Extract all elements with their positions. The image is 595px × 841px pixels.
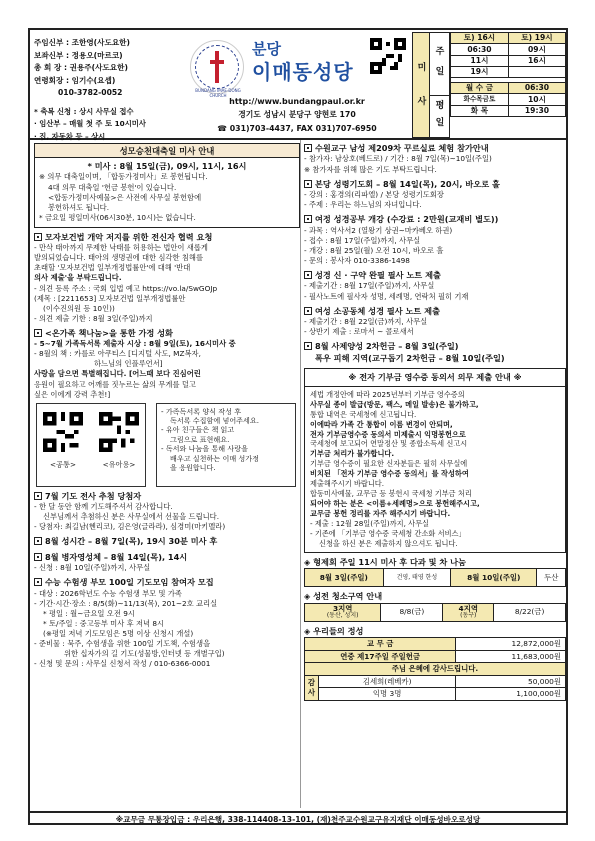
text-line: 발의되었습니다. 태아의 생명권에 대한 심각한 침해를: [34, 253, 203, 263]
weekday-label: 평 일: [430, 96, 450, 138]
text-line: 독서록 수집함에 넣어주세요.: [170, 416, 259, 426]
text-line: 기부금 처리가 불가합니다.: [310, 449, 395, 459]
text-line: (※평일 저녁 기도모임은 5명 이상 신청시 개설): [43, 629, 194, 639]
text-line: - 당첨자: 최길남(헨리코), 김은영(글라라), 심경미(마키멜라): [34, 522, 226, 532]
text-line: - 참가자: 남상호(베드로) / 기간 : 8월 7일(목)~10일(주일): [304, 154, 492, 164]
section-title: 8월 사제양성 2차헌금 – 8월 3일(주일): [315, 341, 459, 352]
zone-label: 3지역: [332, 603, 353, 613]
text-line: - 접수 : 8월 17일(주일)까지, 사무실: [304, 235, 421, 245]
text-line: 통합 내역은 국세청에 신고됩니다.: [310, 409, 417, 419]
zone-label: 4지역: [458, 603, 478, 613]
text-line: ※ 참가자를 위해 많은 기도 부탁드립니다.: [304, 164, 437, 174]
text-line: - 문의 : 봉사자 010-3386-1498: [304, 255, 410, 265]
donor-amount: 1,100,000원: [456, 688, 566, 701]
text-line: - 의견 등록 주소 : 국회 입법 예고 https://vo.la/SwGOJp: [34, 283, 218, 293]
text-line: 이에따라 가족 간 통합이 이름 변경이 안되며,: [310, 419, 453, 429]
zone-detail: (동구): [460, 612, 477, 620]
blessing-notes: [34, 107, 184, 145]
text-line: 하느님의 인플루언서]: [94, 359, 163, 369]
mass-time: 06:30: [451, 44, 509, 55]
bullet-icon: [304, 342, 312, 350]
group-cell: 건영, 태영 한성: [383, 569, 450, 587]
text-line: - 강의 : 홍경의(리파엘) / 본당 성령기도회장: [304, 190, 444, 200]
text-line: - 신청 : 8월 10일(주일)까지, 사무실: [34, 563, 151, 573]
text-line: 비치된 「전자 기부금 영수증 동의서」를 작성하여: [310, 469, 469, 479]
section-title: <온가족 책나눔>을 통한 가정 성화: [45, 327, 173, 338]
offering-label: 교 무 금: [305, 638, 456, 651]
tea-sharing-section: [304, 557, 566, 587]
mass-day: 화수목금토: [451, 94, 509, 105]
text-line: - 필사노트에 필사자 성명, 세례명, 연락처 필히 기재: [304, 291, 469, 301]
staff-list: [34, 38, 184, 144]
exam-prayer-section: [34, 577, 300, 669]
cursillo-section: [304, 143, 566, 175]
section-title: 8월 성시간 – 8월 7일(목), 19시 30분 미사 후: [45, 536, 218, 547]
text-line: 초래할 '모자보건법 일부개정법률안'에 대해 '반대: [34, 263, 191, 273]
prayer-draw-section: [34, 491, 300, 533]
bible-study-section: [304, 214, 566, 266]
group-cell: 두산: [537, 569, 566, 587]
text-line: 합동미사예물, 교무금 등 봉헌시 국세청 기부금 처리: [310, 489, 472, 499]
text-line: 사무실 종이 발급(방문, 팩스, 메일 발송)은 불가하고,: [310, 399, 479, 409]
bulletin-sheet: [28, 28, 568, 825]
donor-name: 익명 3명: [319, 688, 456, 701]
section-title: 7월 기도 전사 추첨 당첨자: [45, 490, 142, 501]
parish-logo: BUNDANG IMAE-DONG CHURCH: [190, 40, 244, 94]
mass-time: 19시: [451, 66, 509, 77]
donation-receipt-box: [304, 368, 566, 553]
column-divider: [300, 140, 301, 808]
text-line: 의사 제출'을 부탁드립니다.: [34, 273, 122, 283]
bullet-icon: [34, 233, 42, 241]
mass-time: 11시: [451, 55, 509, 66]
text-line: 응원이 필요하고 어깨를 짓누르는 삶의 무게를 덜고: [34, 379, 196, 389]
text-line: - 준비물 : 묵주, 수험생을 위한 100일 기도책, 수험생을: [34, 639, 211, 649]
text-line: 그림으로 표현해요.: [170, 434, 230, 444]
bullet-icon: [34, 329, 42, 337]
donor-name: 김세희(레베카): [319, 675, 456, 688]
mass-time: [508, 66, 565, 77]
bullet-icon: [304, 144, 312, 152]
bullet-icon: [34, 537, 42, 545]
mass-time: 16시: [508, 55, 565, 66]
text-line: 봉헌하셔도 됩니다.: [48, 202, 110, 212]
parish-url: http://www.bundangpaul.or.kr: [229, 97, 365, 106]
offering-amount: 11,683,000원: [456, 650, 566, 663]
text-line: - 제출기간 : 8월 22일(금)까지, 사무실: [304, 317, 428, 327]
text-line: * 금요일 평일미사(06시30분, 10시)는 없습니다.: [39, 212, 196, 222]
bullet-icon: [34, 553, 42, 561]
mass-schedule: [412, 32, 566, 138]
section-title: 여성 소공동체 성경 필사 노트 제출: [315, 305, 440, 316]
mass-time: 09시: [508, 44, 565, 55]
mass-time: 토) 16시: [451, 33, 509, 44]
blessing-note: · 집, 자동차 등 – 상시: [34, 131, 106, 141]
text-line: (이수진의원 등 10인)): [43, 303, 115, 313]
section-title: 8월 병자영성체 – 8월 14일(목), 14시: [45, 551, 188, 562]
text-line: * 토/주일 : 중고등부 미사 후 저녁 8시: [43, 619, 165, 629]
text-line: 세법 개정안에 따라 2025년부터 기부금 영수증의: [310, 389, 465, 399]
bullet-icon: [304, 180, 312, 188]
zone-detail: (동산, 성지): [326, 612, 359, 620]
cross-icon: [210, 51, 224, 83]
bullet-icon: [304, 215, 312, 223]
thanks-line: 주님 은혜에 감사드립니다.: [305, 663, 566, 676]
text-line: 싶은 이에게 강력 추천!]: [34, 389, 111, 399]
text-line: - 신청 및 문의 : 사무실 신청서 작성 / 010-6366-0001: [34, 659, 211, 669]
text-line: 위한 십자가의 길 기도(성물방,인터넷 등 개별구입): [64, 649, 225, 659]
text-line: 배우고 실천하는 이매 성가정: [170, 453, 259, 463]
text-line: - 기간·시간·장소 : 8/5(화)~11/13(목), 201~2호 교리실: [34, 598, 218, 608]
bible-copy-section: [304, 270, 566, 302]
parish-phone: ☎ 031)703-4437, FAX 031)707-6950: [217, 124, 377, 133]
date-cell: 8/8(금): [381, 603, 443, 621]
text-line: 을 응원합니다.: [170, 463, 216, 473]
section-title: 성경 신 · 구약 완필 필사 노트 제출: [315, 269, 441, 280]
qr-code-icon[interactable]: [99, 412, 139, 452]
donor-amount: 50,000원: [456, 675, 566, 688]
mass-label: 미 사: [412, 32, 430, 138]
blessing-note: * 축복 신청 : 상시 사무실 접수: [34, 106, 134, 116]
mass-time: 10시: [508, 94, 565, 105]
cleaning-section: [304, 591, 566, 621]
section-title: 수원교구 남성 제209차 꾸르실료 체험 참가안내: [315, 143, 489, 153]
bullet-icon: [34, 492, 42, 500]
section-title: 본당 성령기도회 – 8월 14일(목), 20시, 바오로 홀: [315, 178, 500, 189]
bullet-icon: [304, 271, 312, 279]
staff-funeral: 연령회장 : 임기수(요셉): [34, 75, 116, 85]
book-qr-row: [34, 403, 300, 487]
qr-box: [36, 403, 146, 487]
text-line: - 유아 친구들은 책 읽고: [161, 425, 235, 435]
bulletin-header: [30, 30, 566, 140]
text-line: - 과목 : 역사서2 (열왕기 상권~마카베오 하권): [304, 225, 453, 235]
second-collection-section: [304, 341, 566, 364]
text-line: 기부금 영수증이 필요한 신자분들은 필히 사무실에: [310, 459, 468, 469]
text-line: - 상반기 제출 : 로마서 ~ 콜로새서: [304, 327, 414, 337]
mass-time: 19:30: [508, 105, 565, 116]
book-notes-box: [156, 403, 296, 487]
parish-title-line1: 분당: [252, 40, 281, 58]
bullet-icon: [34, 578, 42, 586]
text-line: - 대상 : 2026학년도 수능 수험생 부모 및 가족: [34, 588, 182, 598]
section-title: 모자보건법 개악 저지를 위한 전신자 협력 요청: [45, 231, 213, 242]
text-line: 사랑을 담으면 특별해집니다. [어느때 보다 진심어린: [34, 369, 201, 379]
parish-title-line2: 이매동성당: [252, 60, 354, 84]
text-line: - 기존에 「기부금 영수증 국세청 간소화 서비스」: [310, 528, 466, 538]
tea-sharing-table: [304, 568, 566, 587]
text-line: ※ 의무 대축일이며, 「합동가정미사」로 봉헌됩니다.: [39, 172, 208, 182]
offering-section: [304, 626, 566, 701]
sick-communion-section: [34, 552, 300, 574]
staff-funeral-phone: 010-3782-0052: [58, 88, 123, 98]
text-line: 전자 기부금영수증 동의서 미제출시 익명봉헌으로: [310, 429, 466, 439]
maternal-law-section: [34, 232, 300, 324]
text-line: - 제출기간 : 8월 17일(주일)까지, 사무실: [304, 281, 435, 291]
section-title: ◈ 우리들의 정성: [304, 625, 364, 636]
qr-caption: <유아용>: [102, 459, 136, 469]
staff-assistant: 보좌신부 : 정용오(마르코): [34, 50, 123, 60]
section-title: 여정 성경공부 개강 (수강료 : 2만원(교재비 별도)): [315, 214, 499, 225]
assumption-heading: 성모승천대축일 미사 안내: [34, 143, 300, 158]
mass-time: 토) 19시: [508, 33, 565, 44]
bank-footer: ※교무금 무통장입금 : 우리은행, 338-114408-13-101, (재)천주교수원교구유지재단 이매동성바오로성당: [30, 811, 566, 825]
text-line: * 평일 : 월~금요일 오전 9시: [43, 608, 135, 618]
date-cell: 8/22(금): [494, 603, 566, 621]
mass-time: 06:30: [508, 83, 565, 94]
sunday-label: 주 일: [430, 32, 450, 96]
text-line: - 독서와 나눔을 통해 사랑을: [161, 444, 248, 454]
parish-identity: [186, 32, 408, 138]
text-line: - 제출 : 12월 28일(주일)까지, 사무실: [310, 518, 429, 528]
text-line: 신부님께서 추첨하신 분은 사무실에서 선물을 드립니다.: [43, 512, 220, 522]
cleaning-table: [304, 603, 566, 622]
text-line: - 가족독서록 양식 작성 후: [161, 406, 242, 416]
staff-pastor: 주임신부 : 조한영(사도요한): [34, 38, 130, 47]
right-column: [304, 143, 566, 701]
text-line: - 의견 제출 기한 : 8월 3일(주일)까지: [34, 313, 153, 323]
section-title: 수능 수험생 부모 100일 기도모임 참여자 모집: [45, 577, 214, 588]
thanks-side-label: 감사: [305, 675, 319, 700]
offering-label: 연중 제17주일 주일헌금: [305, 650, 456, 663]
text-line: 국세청에 보고되어 연말정산 및 종합소득세 신고시: [310, 439, 468, 449]
text-line: - 5~7월 가족독서록 제출자 시상 : 8월 9일(토), 16시미사 중: [34, 339, 236, 349]
text-line: 되어야 하는 분은 <이름+세례명>으로 봉헌해주시고,: [310, 499, 480, 509]
women-copy-section: [304, 306, 566, 338]
text-line: - 8월의 책 : 카를로 아쿠티스 [디지털 사도, MZ복자,: [34, 349, 201, 359]
offering-amount: 12,872,000원: [456, 638, 566, 651]
holy-hour-section: [34, 536, 300, 547]
receipt-heading: ※ 전자 기부금 영수증 동의서 의무 제출 안내 ※: [305, 369, 565, 387]
qr-code-icon[interactable]: [43, 412, 83, 452]
left-column: [34, 143, 300, 669]
date-cell: 8월 10일(주일): [451, 569, 537, 587]
bullet-icon: [304, 307, 312, 315]
parish-address: 경기도 성남시 분당구 양현로 170: [238, 110, 356, 119]
text-line: - 만삭 태아까지 무제한 낙태를 허용하는 법안이 새롭게: [34, 243, 208, 253]
text-line: - 주제 : 우리는 하느님의 자녀입니다.: [304, 200, 422, 210]
family-book-section: [34, 328, 300, 487]
mass-times-table: [450, 32, 566, 117]
section-title: ◈ 성전 청소구역 안내: [304, 591, 383, 602]
text-line: - 한 달 동안 함께 기도해주셔서 감사합니다.: [34, 502, 173, 512]
section-title: 폭우 피해 지역(교구돕기 2차헌금 – 8월 10일(주일): [315, 352, 505, 363]
text-line: 교무금 봉헌 정리를 자주 해주시기 바랍니다.: [310, 509, 451, 519]
text-line: (제목 : [2211653] 모자보건법 일부개정법률안: [34, 293, 186, 303]
mass-day: 월 수 금: [451, 83, 509, 94]
text-line: 4대 의무 대축일 '헌금 봉헌'이 있습니다.: [48, 182, 177, 192]
assumption-title: * 미사 : 8월 15일(금), 09시, 11시, 16시: [87, 161, 247, 171]
offering-table: [304, 637, 566, 701]
date-cell: 8월 3일(주일): [305, 569, 384, 587]
blessing-note: · 임산부 – 매월 첫 주 토 10시미사: [34, 119, 146, 129]
text-line: 제출해주시기 바랍니다.: [310, 479, 385, 489]
text-line: - 개강 : 8월 25일(월) 오전 10시, 바오로 홀: [304, 245, 444, 255]
holy-spirit-prayer-section: [304, 179, 566, 211]
text-line: 신청을 하신 분은 제출하지 않으셔도 됩니다.: [319, 538, 458, 548]
qr-code-icon: [370, 38, 406, 74]
qr-caption: <공통>: [50, 459, 76, 469]
assumption-box: [34, 158, 300, 228]
text-line: <합동가정미사예물>은 사전에 사무실 봉헌함에: [48, 192, 202, 202]
staff-president: 총 회 장 : 권용주(사도요한): [34, 63, 128, 73]
mass-day: 화 목: [451, 105, 509, 116]
section-title: ◈ 형제회 주일 11시 미사 후 다과 및 차 나눔: [304, 556, 466, 567]
